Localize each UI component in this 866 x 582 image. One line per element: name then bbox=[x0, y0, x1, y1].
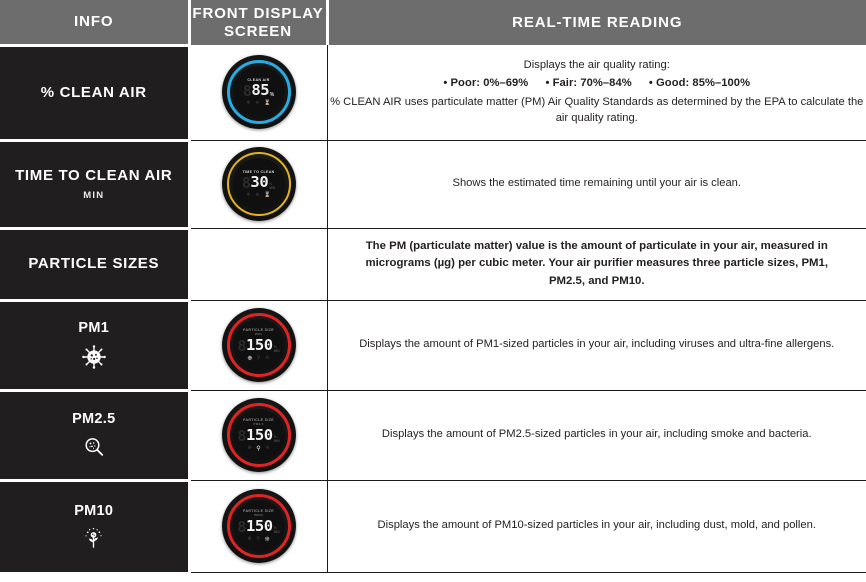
pollen-icon: ❊ bbox=[265, 354, 270, 361]
dial-caption-pm1: PARTICLE SIZE bbox=[243, 328, 274, 333]
column-header-real-time-reading: REAL-TIME READING bbox=[327, 0, 866, 45]
dial-unit-stack-pm10: % MIN bbox=[273, 525, 280, 534]
dial-unit-stack-pm1: % MIN bbox=[273, 344, 280, 353]
column-header-front-display-screen-line1: FRONT DISPLAY bbox=[192, 4, 324, 22]
reading-cell-clean-air bbox=[327, 45, 866, 140]
dial-icon-strip-pm25 bbox=[247, 446, 269, 452]
display-dial-pm25 bbox=[222, 398, 296, 472]
dial-value-row-pm25 bbox=[237, 428, 279, 444]
dial-icon-strip-clean-air bbox=[247, 101, 271, 106]
reading-bullet-good: • Good: 85%–100% bbox=[648, 76, 751, 89]
dial-inner-pm10 bbox=[233, 500, 285, 552]
reading-line1-pm25: Displays the amount of PM2.5-sized particles in your air, including smoke and bacteria. bbox=[381, 428, 812, 441]
dial-value-pm10: 150 bbox=[245, 517, 273, 536]
info-cell-pm25 bbox=[0, 390, 189, 480]
dial-value-pm25: 150 bbox=[245, 426, 273, 445]
info-label-pm25: PM2.5 bbox=[72, 411, 116, 428]
info-cell-clean-air bbox=[0, 45, 189, 140]
table-row-pm25 bbox=[0, 390, 866, 480]
info-cell-pm1 bbox=[0, 300, 189, 390]
reading-cell-pm1 bbox=[327, 300, 866, 390]
dial-unit-stack-time: % MIN bbox=[269, 181, 276, 190]
dial-caption-time-to-clean-air: TIME TO CLEAN bbox=[242, 170, 275, 175]
magnifier-icon: ⚲ bbox=[256, 535, 261, 542]
virus-icon: ❉ bbox=[247, 535, 252, 542]
dial-inner-time-to-clean-air bbox=[233, 158, 285, 210]
virus-icon: ❉ bbox=[247, 355, 253, 362]
fan-icon: ⎈ bbox=[255, 191, 260, 198]
virus-icon bbox=[0, 344, 188, 370]
screen-cell-pm1 bbox=[189, 300, 327, 390]
reading-cell-time-to-clean-air bbox=[327, 140, 866, 228]
reading-cell-pm25 bbox=[327, 390, 866, 480]
info-label-pm10: PM10 bbox=[74, 502, 114, 519]
display-dial-time-to-clean-air bbox=[222, 147, 296, 221]
reading-line1-pm10: Displays the amount of PM10-sized particles in your air, including dust, mold, and pollen. bbox=[377, 519, 816, 532]
dial-caption2-pm1: PM1 bbox=[254, 332, 263, 337]
pollen-icon: ❊ bbox=[264, 536, 270, 543]
info-sublabel-time-to-clean-air: MIN bbox=[83, 190, 105, 201]
dial-caption-pm25: PARTICLE SIZE bbox=[243, 418, 274, 423]
screen-cell-pm10 bbox=[189, 480, 327, 572]
dial-inner-pm25 bbox=[233, 409, 285, 461]
table-row-pm1 bbox=[0, 300, 866, 390]
leaf-icon: ❄ bbox=[246, 99, 251, 106]
reading-line1-clean-air: Displays the air quality rating: bbox=[523, 58, 670, 71]
table-row-particle-sizes bbox=[0, 228, 866, 300]
column-header-front-display-screen-line2: SCREEN bbox=[224, 22, 292, 40]
dial-unit-stack-pm25: % MIN bbox=[273, 434, 280, 443]
reading-bullet-poor: • Poor: 0%–69% bbox=[443, 76, 529, 89]
reading-bullet-fair: • Fair: 70%–84% bbox=[545, 76, 632, 89]
dial-caption-clean-air: CLEAN AIR bbox=[247, 78, 270, 83]
reading-paragraph-clean-air: % CLEAN AIR uses particulate matter (PM) Air Quality Standards as determined by the EPA to calculate the air quality rating. bbox=[330, 95, 864, 124]
screen-cell-pm25 bbox=[189, 390, 327, 480]
info-label-particle-sizes: PARTICLE SIZES bbox=[28, 255, 160, 272]
leaf-icon: ❄ bbox=[246, 191, 251, 198]
dial-value-pm1: 150 bbox=[245, 336, 273, 355]
reading-line1-time-to-clean-air: Shows the estimated time remaining until your air is clean. bbox=[452, 177, 742, 190]
column-header-info: INFO bbox=[0, 0, 189, 45]
dial-value-clean-air: 85 bbox=[251, 81, 270, 100]
info-cell-particle-sizes bbox=[0, 228, 189, 300]
magnifier-icon: ⚲ bbox=[256, 445, 261, 452]
info-label-clean-air: % CLEAN AIR bbox=[40, 83, 147, 101]
screen-cell-clean-air bbox=[189, 45, 327, 140]
dial-value-row-time-to-clean-air bbox=[242, 175, 275, 191]
dial-value-time-to-clean-air: 30 bbox=[250, 173, 269, 192]
display-dial-pm10 bbox=[222, 489, 296, 563]
reading-paragraph-particle-sizes: The PM (particulate matter) value is the amount of particulate in your air, measured in micrograms (µg) per cubic meter. Your air purifier measures three particle sizes, PM1, PM2.5, and PM10. bbox=[365, 240, 829, 287]
reading-bullets-clean-air bbox=[328, 76, 866, 92]
pollen-icon: ❊ bbox=[265, 444, 270, 451]
dial-caption-pm10: PARTICLE SIZE bbox=[243, 509, 274, 514]
timer-icon: ⏳ bbox=[264, 191, 271, 198]
table-row-clean-air bbox=[0, 45, 866, 140]
dial-ghost-digit-clean-air: 8 bbox=[242, 81, 252, 100]
dial-unit-clean-air: % bbox=[269, 91, 275, 98]
virus-icon: ❉ bbox=[247, 444, 252, 451]
dial-inner-pm1 bbox=[233, 319, 285, 371]
dial-value-row-pm1 bbox=[237, 338, 279, 354]
info-label-time-to-clean-air: TIME TO CLEAN AIR bbox=[15, 167, 173, 184]
dial-value-row-pm10 bbox=[237, 519, 279, 535]
info-cell-time-to-clean-air bbox=[0, 140, 189, 228]
dial-ghost-digit-pm10: 8 bbox=[237, 517, 246, 536]
display-dial-pm1 bbox=[222, 308, 296, 382]
timer-icon: ⏳ bbox=[264, 99, 271, 106]
reading-cell-particle-sizes bbox=[327, 228, 866, 300]
display-dial-clean-air bbox=[222, 55, 296, 129]
screen-cell-particle-sizes-empty bbox=[189, 228, 327, 300]
dial-caption2-pm25: PM2.5 bbox=[253, 422, 264, 427]
dial-value-row-clean-air bbox=[243, 83, 274, 99]
reading-line1-pm1: Displays the amount of PM1-sized particles in your air, including viruses and ultra-fine allergens. bbox=[359, 338, 835, 351]
table-row-time-to-clean-air bbox=[0, 140, 866, 228]
dial-icon-strip-pm1 bbox=[247, 356, 269, 362]
pollen-icon bbox=[0, 526, 188, 551]
magnifier-icon: ⚲ bbox=[256, 354, 261, 361]
table-header-row bbox=[0, 0, 866, 45]
dial-ghost-digit-time-to-clean-air: 8 bbox=[241, 173, 251, 192]
dial-icon-strip-time-to-clean-air bbox=[247, 193, 271, 198]
dial-ghost-digit-pm25: 8 bbox=[237, 426, 246, 445]
dial-ghost-digit-pm1: 8 bbox=[237, 336, 246, 355]
info-cell-pm10 bbox=[0, 480, 189, 572]
table-row-pm10 bbox=[0, 480, 866, 572]
screen-cell-time-to-clean-air bbox=[189, 140, 327, 228]
dial-inner-clean-air bbox=[233, 66, 285, 118]
reading-cell-pm10 bbox=[327, 480, 866, 572]
fan-icon: ⎈ bbox=[255, 99, 260, 106]
column-header-front-display-screen bbox=[189, 0, 327, 45]
magnifier-icon bbox=[0, 435, 188, 459]
dial-caption2-pm10: PM10 bbox=[253, 513, 264, 518]
dial-icon-strip-pm10 bbox=[247, 537, 269, 543]
info-label-pm1: PM1 bbox=[78, 320, 110, 337]
